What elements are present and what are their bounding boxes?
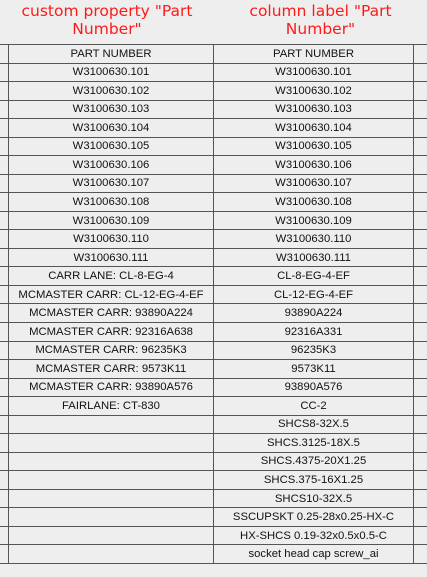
bom-table — [0, 44, 427, 564]
table-row — [0, 119, 427, 138]
row-gutter[interactable] — [0, 323, 9, 341]
column-label-cell[interactable]: SHCS.375-16X1.25 — [214, 471, 414, 489]
column-label-cell[interactable]: 93890A576 — [214, 379, 414, 397]
trailing-cell[interactable] — [414, 323, 427, 341]
table-row — [0, 249, 427, 268]
row-gutter[interactable] — [0, 175, 9, 193]
row-gutter[interactable] — [0, 193, 9, 211]
row-gutter[interactable] — [0, 342, 9, 360]
custom-property-cell[interactable]: W3100630.106 — [9, 156, 214, 174]
table-row — [0, 360, 427, 379]
column-label-cell[interactable]: W3100630.103 — [214, 101, 414, 119]
row-gutter[interactable] — [0, 490, 9, 508]
table-row — [0, 82, 427, 101]
table-row — [0, 379, 427, 398]
column-header-custom[interactable]: PART NUMBER — [9, 45, 214, 63]
custom-property-cell[interactable]: W3100630.107 — [9, 175, 214, 193]
row-gutter[interactable] — [0, 508, 9, 526]
custom-property-heading: custom property "Part Number" — [21, 2, 193, 38]
custom-property-cell[interactable] — [9, 490, 214, 508]
row-gutter[interactable] — [0, 212, 9, 230]
column-label-cell[interactable]: CL-12-EG-4-EF — [214, 286, 414, 304]
row-gutter[interactable] — [0, 286, 9, 304]
custom-property-cell[interactable]: MCMASTER CARR: 9573K11 — [9, 360, 214, 378]
table-row — [0, 490, 427, 509]
row-gutter[interactable] — [0, 434, 9, 452]
custom-property-cell[interactable]: W3100630.101 — [9, 64, 214, 82]
custom-property-cell[interactable] — [9, 434, 214, 452]
table-row — [0, 267, 427, 286]
column-label-cell[interactable]: SHCS8-32X.5 — [214, 416, 414, 434]
column-label-cell[interactable]: W3100630.108 — [214, 193, 414, 211]
column-label-cell[interactable]: socket head cap screw_ai — [214, 545, 414, 563]
row-gutter[interactable] — [0, 138, 9, 156]
trailing-cell[interactable] — [414, 286, 427, 304]
row-gutter[interactable] — [0, 230, 9, 248]
column-label-cell[interactable]: W3100630.110 — [214, 230, 414, 248]
custom-property-cell[interactable]: MCMASTER CARR: 92316A638 — [9, 323, 214, 341]
trailing-cell[interactable] — [414, 64, 427, 82]
table-row — [0, 212, 427, 231]
column-label-cell[interactable]: 96235K3 — [214, 342, 414, 360]
row-gutter[interactable] — [0, 64, 9, 82]
custom-property-cell[interactable] — [9, 527, 214, 545]
table-row — [0, 323, 427, 342]
column-label-cell[interactable]: W3100630.101 — [214, 64, 414, 82]
custom-property-cell[interactable]: MCMASTER CARR: CL-12-EG-4-EF — [9, 286, 214, 304]
custom-property-cell[interactable]: W3100630.104 — [9, 119, 214, 137]
custom-property-cell[interactable]: W3100630.111 — [9, 249, 214, 267]
column-label-cell[interactable]: W3100630.105 — [214, 138, 414, 156]
column-label-cell[interactable]: W3100630.109 — [214, 212, 414, 230]
custom-property-cell[interactable]: CARR LANE: CL-8-EG-4 — [9, 267, 214, 285]
trailing-cell[interactable] — [414, 490, 427, 508]
table-row — [0, 175, 427, 194]
row-gutter[interactable] — [0, 527, 9, 545]
trailing-cell[interactable] — [414, 230, 427, 248]
trailing-cell[interactable] — [414, 379, 427, 397]
custom-property-cell[interactable] — [9, 471, 214, 489]
table-row — [0, 545, 427, 564]
row-gutter[interactable] — [0, 267, 9, 285]
custom-property-cell[interactable]: W3100630.109 — [9, 212, 214, 230]
custom-property-cell[interactable]: W3100630.108 — [9, 193, 214, 211]
row-gutter[interactable] — [0, 101, 9, 119]
row-gutter[interactable] — [0, 360, 9, 378]
row-gutter[interactable] — [0, 471, 9, 489]
header-row — [0, 0, 427, 44]
trailing-cell[interactable] — [414, 508, 427, 526]
row-gutter[interactable] — [0, 416, 9, 434]
trailing-cell[interactable] — [414, 138, 427, 156]
table-header-row — [0, 45, 427, 64]
custom-property-cell[interactable] — [9, 453, 214, 471]
table-row — [0, 230, 427, 249]
trailing-cell[interactable] — [414, 101, 427, 119]
table-row — [0, 101, 427, 120]
table-row — [0, 434, 427, 453]
trailing-cell[interactable] — [414, 434, 427, 452]
row-gutter[interactable] — [0, 304, 9, 322]
column-label-cell[interactable]: SSCUPSKT 0.25-28x0.25-HX-C — [214, 508, 414, 526]
trailing-cell[interactable] — [414, 193, 427, 211]
trailing-cell[interactable] — [414, 304, 427, 322]
table-row — [0, 471, 427, 490]
trailing-cell[interactable] — [414, 175, 427, 193]
trailing-cell[interactable] — [414, 156, 427, 174]
row-gutter[interactable] — [0, 45, 9, 63]
row-gutter[interactable] — [0, 82, 9, 100]
trailing-cell[interactable] — [414, 527, 427, 545]
trailing-cell[interactable] — [414, 545, 427, 563]
table-row — [0, 397, 427, 416]
trailing-cell[interactable] — [414, 471, 427, 489]
row-gutter[interactable] — [0, 545, 9, 563]
custom-property-cell[interactable] — [9, 416, 214, 434]
table-row — [0, 286, 427, 305]
trailing-cell[interactable] — [414, 342, 427, 360]
custom-property-cell[interactable]: W3100630.102 — [9, 82, 214, 100]
column-label-cell[interactable]: CL-8-EG-4-EF — [214, 267, 414, 285]
custom-property-cell[interactable] — [9, 545, 214, 563]
table-row — [0, 342, 427, 361]
trailing-cell[interactable] — [414, 249, 427, 267]
table-row — [0, 527, 427, 546]
table-row — [0, 138, 427, 157]
trailing-cell[interactable] — [414, 82, 427, 100]
custom-property-cell[interactable]: MCMASTER CARR: 93890A224 — [9, 304, 214, 322]
trailing-cell[interactable] — [414, 416, 427, 434]
custom-property-cell[interactable]: W3100630.110 — [9, 230, 214, 248]
column-label-cell[interactable]: W3100630.104 — [214, 119, 414, 137]
table-row — [0, 64, 427, 83]
column-label-cell[interactable]: SHCS.3125-18X.5 — [214, 434, 414, 452]
custom-property-cell[interactable]: W3100630.103 — [9, 101, 214, 119]
column-header-label[interactable]: PART NUMBER — [214, 45, 414, 63]
trailing-cell[interactable] — [414, 360, 427, 378]
column-label-cell[interactable]: SHCS.4375-20X1.25 — [214, 453, 414, 471]
row-gutter[interactable] — [0, 119, 9, 137]
custom-property-cell[interactable]: FAIRLANE: CT-830 — [9, 397, 214, 415]
column-label-heading: column label "Part Number" — [249, 2, 392, 38]
trailing-cell[interactable] — [414, 119, 427, 137]
trailing-cell[interactable] — [414, 397, 427, 415]
custom-property-cell[interactable]: MCMASTER CARR: 96235K3 — [9, 342, 214, 360]
column-label-cell[interactable]: 92316A331 — [214, 323, 414, 341]
trailing-cell[interactable] — [414, 453, 427, 471]
row-gutter[interactable] — [0, 156, 9, 174]
custom-property-cell[interactable]: MCMASTER CARR: 93890A576 — [9, 379, 214, 397]
column-label-cell[interactable]: HX-SHCS 0.19-32x0.5x0.5-C — [214, 527, 414, 545]
trailing-cell[interactable] — [414, 267, 427, 285]
table-row — [0, 156, 427, 175]
table-row — [0, 453, 427, 472]
custom-property-cell[interactable] — [9, 508, 214, 526]
custom-property-cell[interactable]: W3100630.105 — [9, 138, 214, 156]
column-label-cell[interactable]: W3100630.107 — [214, 175, 414, 193]
trailing-cell[interactable] — [414, 45, 427, 63]
row-gutter[interactable] — [0, 397, 9, 415]
table-row — [0, 304, 427, 323]
row-gutter[interactable] — [0, 249, 9, 267]
table-row — [0, 416, 427, 435]
row-gutter[interactable] — [0, 379, 9, 397]
column-label-cell[interactable]: CC-2 — [214, 397, 414, 415]
trailing-cell[interactable] — [414, 212, 427, 230]
table-row — [0, 193, 427, 212]
column-label-cell[interactable]: W3100630.106 — [214, 156, 414, 174]
column-label-cell[interactable]: SHCS10-32X.5 — [214, 490, 414, 508]
table-row — [0, 508, 427, 527]
table-body — [0, 64, 427, 564]
column-label-cell[interactable]: W3100630.111 — [214, 249, 414, 267]
column-label-cell[interactable]: 93890A224 — [214, 304, 414, 322]
column-label-cell[interactable]: 9573K11 — [214, 360, 414, 378]
column-label-cell[interactable]: W3100630.102 — [214, 82, 414, 100]
row-gutter[interactable] — [0, 453, 9, 471]
